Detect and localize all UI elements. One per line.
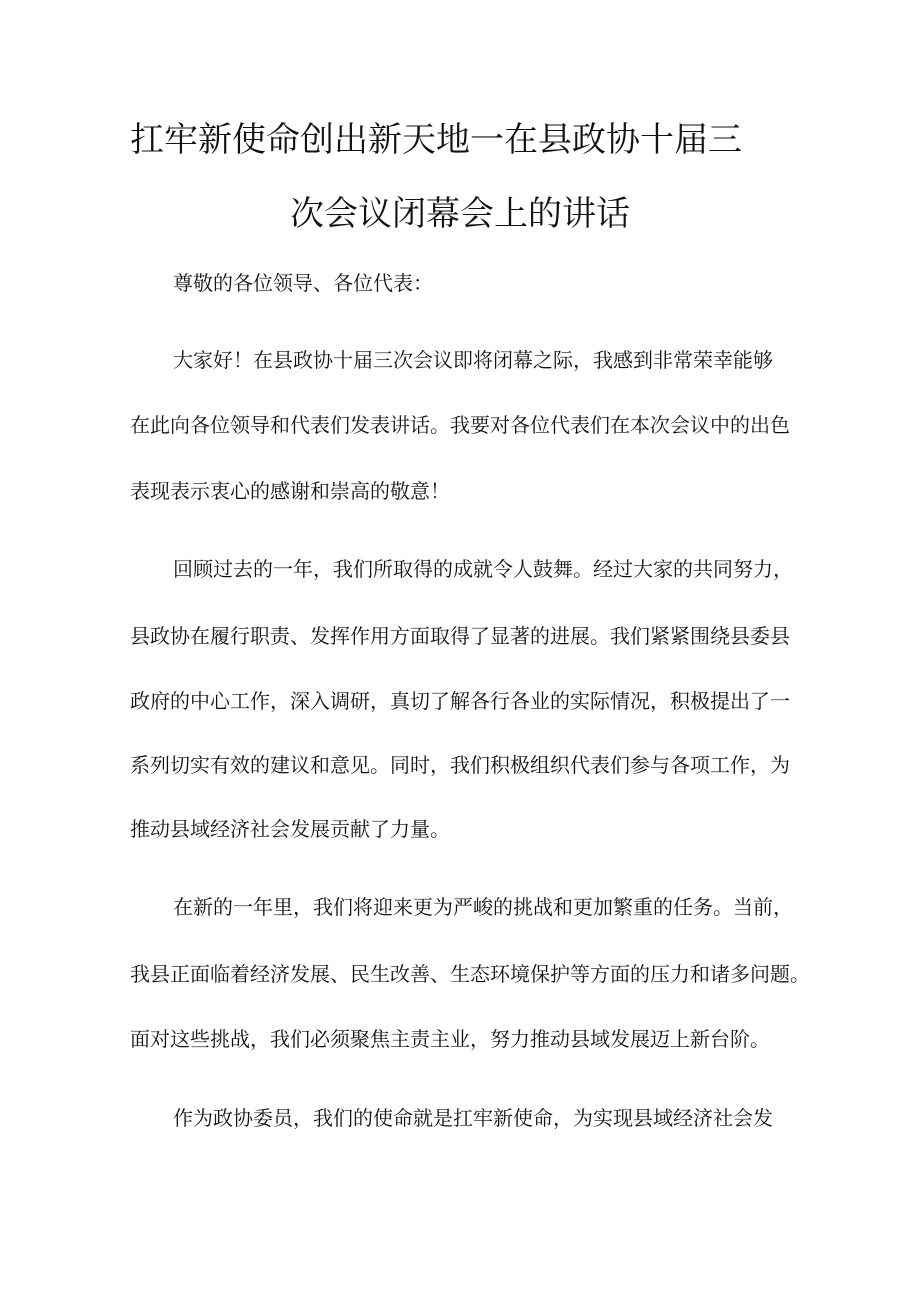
document-title-line-2: 次会议闭幕会上的讲话 xyxy=(290,194,630,234)
paragraph-2-line-3: 政府的中心工作，深入调研，真切了解各行各业的实际情况，积极提出了一 xyxy=(130,689,790,713)
document-title-line-1: 扛牢新使命创出新天地一在县政协十届三 xyxy=(130,120,742,160)
paragraph-2-line-2: 县政协在履行职责、发挥作用方面取得了显著的进展。我们紧紧围绕县委县 xyxy=(130,624,790,648)
paragraph-2-line-5: 推动县域经济社会发展贡献了力量。 xyxy=(130,817,450,841)
paragraph-1-line-1: 大家好！在县政协十届三次会议即将闭幕之际，我感到非常荣幸能够 xyxy=(173,348,773,372)
paragraph-3-line-1: 在新的一年里，我们将迎来更为严峻的挑战和更加繁重的任务。当前， xyxy=(173,895,793,919)
paragraph-2-line-1: 回顾过去的一年，我们所取得的成就令人鼓舞。经过大家的共同努力， xyxy=(173,557,793,581)
paragraph-1-line-3: 表现表示衷心的感谢和崇高的敬意！ xyxy=(130,479,450,503)
salutation: 尊敬的各位领导、各位代表： xyxy=(173,271,433,295)
paragraph-1-line-2: 在此向各位领导和代表们发表讲话。我要对各位代表们在本次会议中的出色 xyxy=(130,413,790,437)
paragraph-3-line-3: 面对这些挑战，我们必须聚焦主责主业，努力推动县域发展迈上新台阶。 xyxy=(130,1027,770,1051)
paragraph-2-line-4: 系列切实有效的建议和意见。同时，我们积极组织代表们参与各项工作，为 xyxy=(130,753,790,777)
paragraph-3-line-2: 我县正面临着经济发展、民生改善、生态环境保护等方面的压力和诸多问题。 xyxy=(130,962,810,986)
paragraph-4-line-1: 作为政协委员，我们的使命就是扛牢新使命，为实现县域经济社会发 xyxy=(173,1106,773,1130)
